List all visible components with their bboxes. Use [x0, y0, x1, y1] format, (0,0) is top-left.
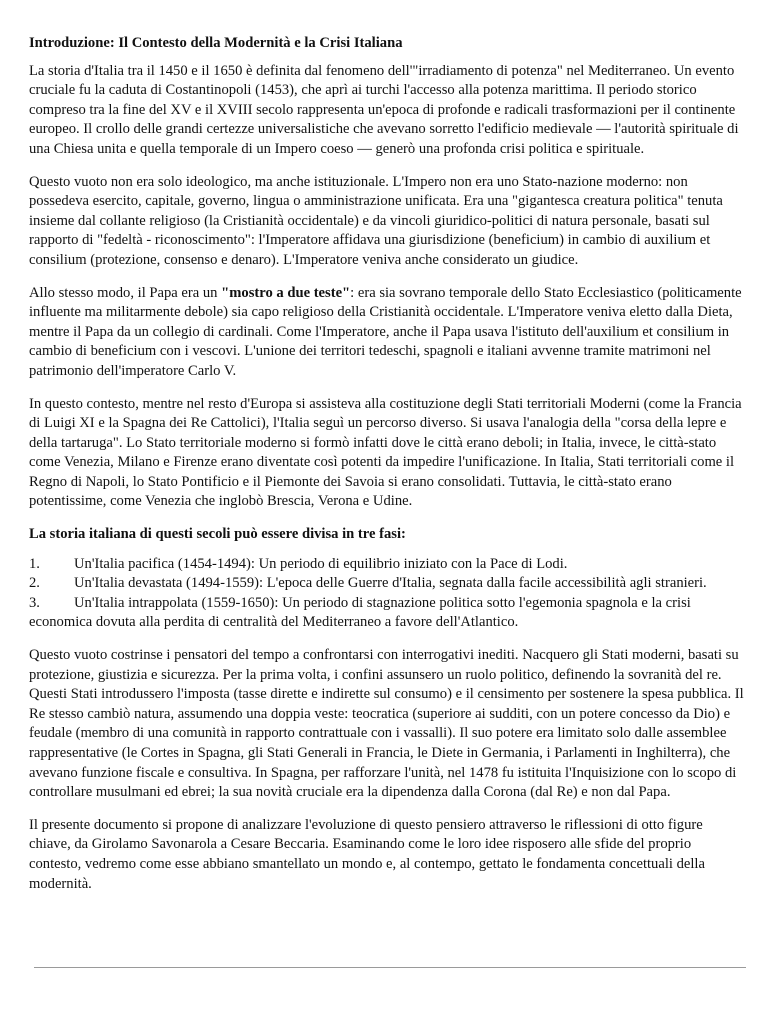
list-item-number: 1. — [29, 555, 40, 572]
list-item — [29, 574, 747, 594]
paragraph-pope-rest: : era sia sovrano temporale dello Stato Ecclesiastico (politicamente influente ma militarmente debole) sia capo religioso della Cristianità occidentale. L'Imperatore veniva eletto dalla Dieta, mentre il Papa da un collegio di cardinali. Come l'Imperatore, anche il Papa usava l'istituto dell'auxilium et consilium in cambio di beneficium con i vescovi. L'unione dei territori tedeschi, spagnoli e italiani avvenne tramite matrimoni nel patrimonio dell'imperatore Carlo V. — [29, 284, 742, 379]
phases-list — [29, 555, 747, 633]
list-item-number: 3. — [29, 594, 40, 611]
list-item-text: Un'Italia intrappolata (1559-1650): Un periodo di stagnazione politica sotto l'egemonia spagnola e la crisi economica dovuta alla perdita di centralità del Mediterraneo a favore dell'Atlantico. — [29, 594, 691, 631]
list-item-text: Un'Italia devastata (1494-1559): L'epoca delle Guerre d'Italia, segnata dalla facile accessibilità agli stranieri. — [74, 575, 707, 592]
paragraph-modern-states: Questo vuoto costrinse i pensatori del tempo a confrontarsi con interrogativi inediti. Nacquero gli Stati moderni, basati su protezione, giustizia e sicurezza. Per la prima volta, i confini assunsero un ruolo politico, definendo la sovranità del re. Questi Stati introdussero l'imposta (tasse dirette e indirette sul consumo) e il censimento per sostenere la spesa pubblica. Il Re stesso cambiò natura, assumendo una doppia veste: teocratica (superiore ai sudditi, con un potere concesso da Dio) e feudale (membro di una comunità in rapporto contrattuale con i vassalli). Il suo potere era limitato solo dalle assemblee rappresentative (le Cortes in Spagna, gli Stati Generali in Francia, le Diete in Germania, i Parlamenti in Inghilterra), che avevano funzione fiscale e consultiva. In Spagna, per rafforzare l'unità, nel 1478 fu istituita l'Inquisizione con lo scopo di controllare musulmani ed ebrei; la sua novità cruciale era la dipendenza dalla Corona (dal Re) e non dal Papa. — [29, 647, 744, 801]
paragraph-intro: La storia d'Italia tra il 1450 e il 1650 è definita dal fenomeno dell'"irradiamento di potenza" nel Mediterraneo. Un evento cruciale fu la caduta di Costantinopoli (1453), che aprì ai turchi l'accesso alla potenza marittima. Il periodo storico compreso tra la fine del XV e il XVIII secolo rappresenta un'epoca di profonde e radicali trasformazioni per il continente europeo. Il crollo delle grandi certezze universalistiche che avevano sorretto l'edificio medievale — l'autorità spirituale di una Chiesa unita e quella temporale di un Impero coeso — generò una profonda crisi politica e spirituale. — [29, 62, 739, 157]
paragraph-purpose: Il presente documento si propone di analizzare l'evoluzione di questo pensiero attraverso le riflessioni di otto figure chiave, da Girolamo Savonarola a Cesare Beccaria. Esaminando come le loro idee risposero alle sfide del proprio contesto, vedremo come esse abbiano smantellato un mondo e, al contempo, gettato le fondamenta concettuali della modernità. — [29, 816, 705, 892]
phases-heading: La storia italiana di questi secoli può essere divisa in tre fasi: — [29, 526, 406, 543]
paragraph-pope-lead: Allo stesso modo, il Papa era un — [29, 284, 222, 301]
list-item — [29, 555, 747, 575]
paragraph-pope-bold: "mostro a due teste" — [221, 284, 351, 301]
list-item-number: 2. — [29, 575, 40, 592]
list-item-text: Un'Italia pacifica (1454-1494): Un periodo di equilibrio iniziato con la Pace di Lodi. — [74, 555, 568, 572]
document-page — [29, 34, 747, 907]
paragraph-pope — [29, 284, 747, 382]
document-title: Introduzione: Il Contesto della Modernità e la Crisi Italiana — [29, 35, 403, 51]
divider — [34, 967, 746, 968]
list-item — [29, 594, 747, 633]
paragraph-italy-context: In questo contesto, mentre nel resto d'Europa si assisteva alla costituzione degli Stati territoriali Moderni (come la Francia di Luigi XI e la Spagna dei Re Cattolici), l'Italia seguì un percorso diverso. Si usava l'analogia della "corsa della lepre e della tartaruga". Lo Stato territoriale moderno si formò infatti dove le città erano deboli; in Italia, invece, le città-stato come Venezia, Milano e Firenze erano diventate così potenti da impedire l'unificazione. In Italia, Stati territoriali come il Regno di Napoli, lo Stato Pontificio e il Piemonte dei Savoia si erano consolidati. Tuttavia, le città-stato erano potentissime, come Venezia che inglobò Brescia, Verona e Udine. — [29, 395, 742, 510]
paragraph-empire: Questo vuoto non era solo ideologico, ma anche istituzionale. L'Impero non era uno Stato-nazione moderno: non possedeva esercito, capitale, governo, lingua o amministrazione unificata. Era una "gigantesca creatura politica" tenuta insieme dal collante religioso (la Cristianità occidentale) e da vincoli giuridico-politici di natura personale, basati sul rapporto di "fedeltà - riconoscimento": l'Imperatore affidava una giurisdizione (beneficium) in cambio di auxilium et consilium (protezione, consenso e denaro). L'Imperatore veniva anche considerato un giudice. — [29, 173, 723, 268]
